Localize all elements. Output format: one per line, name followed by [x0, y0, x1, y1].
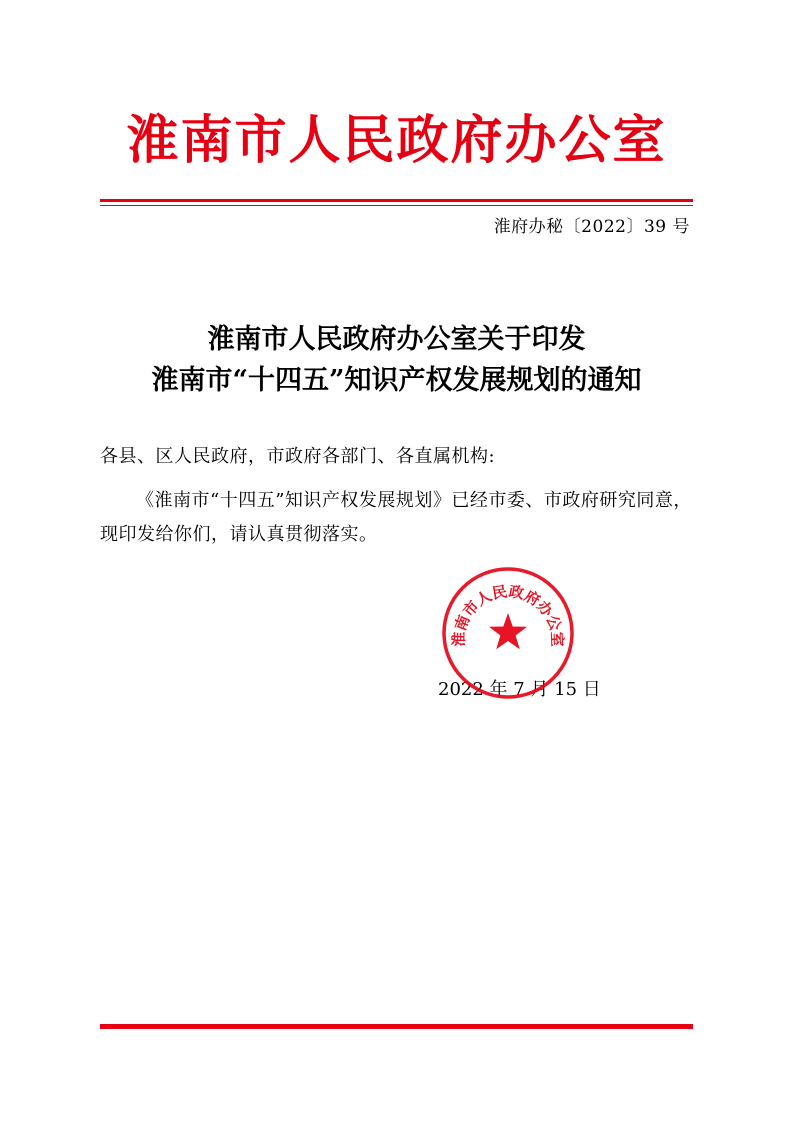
seal-star-icon: [489, 613, 527, 649]
document-number: 淮府办秘〔2022〕39 号: [493, 217, 690, 237]
seal-text: 淮南市人民政府办公室: [449, 582, 567, 648]
issue-date: 2022 年 7 月 15 日: [438, 679, 601, 700]
header-divider-thick: [100, 199, 693, 202]
footer-divider: [100, 1024, 693, 1029]
body-paragraph: 《淮南市“十四五”知识产权发展规划》已经市委、市政府研究同意，现印发给你们，请认真贯彻落实。: [100, 490, 692, 545]
addressee-line: 各县、区人民政府，市政府各部门、各直属机构:: [100, 446, 496, 467]
header-divider-thin: [100, 205, 693, 206]
issuing-office-title: 淮南市人民政府办公室: [126, 110, 667, 171]
notice-title-line-1: 淮南市人民政府办公室关于印发: [207, 324, 586, 355]
official-seal-stamp: [440, 565, 576, 701]
notice-title-line-2: 淮南市“十四五”知识产权发展规划的通知: [151, 365, 642, 396]
